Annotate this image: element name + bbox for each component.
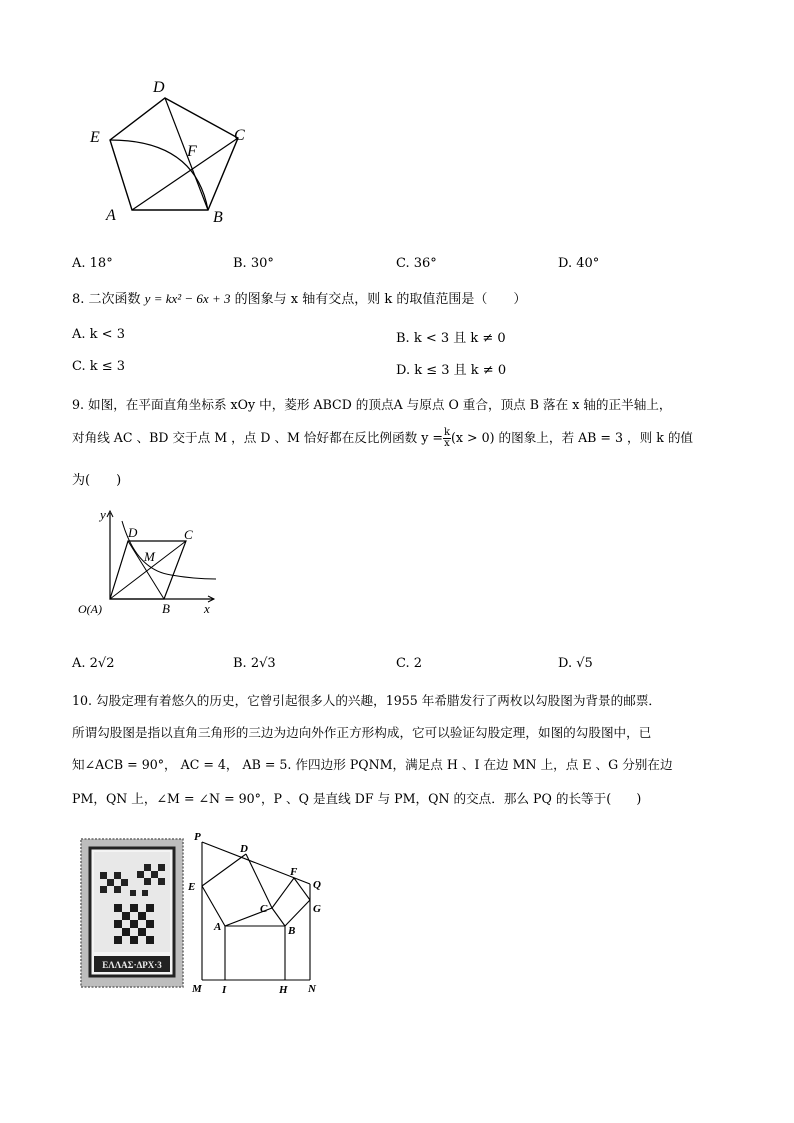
q10-line4: PM，QN 上，∠M = ∠N = 90°，P 、Q 是直线 DF 与 PM，QN 的交点．那么 PQ 的长等于( ) [72,791,642,806]
origin-label: O(A) [78,602,102,616]
q9-option-d[interactable]: D. √5 [558,656,593,671]
stamp-text: ΕΛΛΑΣ·ΔΡΧ·3 [102,960,162,970]
pythagorean-figure [188,828,338,998]
label-a: A [106,207,116,224]
q8-option-c[interactable]: C. k ≤ 3 [72,359,126,374]
q9-line2: 对角线 AC 、BD 交于点 M ，点 D 、M 恰好都在反比例函数 y = $\frac{k}{x}$ (x > 0) 的图象上，若 AB = 3 ，则 k 的值 [72,427,694,449]
fig-label-h: H [279,984,288,996]
label-e: E [90,129,100,146]
fig-label-c: C [260,903,268,915]
label-b: B [213,209,223,226]
greek-stamp-image [80,838,184,988]
q7-option-d[interactable]: D. 40° [558,256,600,271]
q8-formula: y = kx² − 6x + 3 [144,291,231,306]
pentagon-figure [80,70,260,230]
rhombus-coordinate-figure [76,505,226,617]
point-m-label: M [144,549,155,564]
q8-option-d[interactable]: D. k ≤ 3 且 k ≠ 0 [396,363,507,378]
axis-y-label: y [100,507,106,522]
fig-label-a: A [214,921,222,933]
point-d-label: D [128,525,138,540]
q9-option-a[interactable]: A. 2√2 [72,656,115,671]
q9-option-c[interactable]: C. 2 [396,656,423,671]
q8-option-a[interactable]: A. k < 3 [72,327,125,342]
label-f: F [187,143,197,160]
fig-label-n: N [308,983,316,995]
q9-line3: 为( ) [72,473,122,488]
label-d: D [153,79,165,96]
q8-option-b[interactable]: B. k < 3 且 k ≠ 0 [396,331,506,346]
q9-line1: 9. 如图，在平面直角坐标系 xOy 中，菱形 ABCD 的顶点A 与原点 O 重合，顶点 B 落在 x 轴的正半轴上， [72,397,672,412]
fig-label-f: F [290,866,298,878]
q8-stem: 8. 二次函数 y = kx² − 6x + 3 的图象与 x 轴有交点，则 k 的取值范围是（ ） [72,291,527,307]
q9-fraction: $\frac{k}{x}$ [443,427,451,449]
q10-line2: 所谓勾股图是指以直角三角形的三边为边向外作正方形构成，它可以验证勾股定理，如图的勾股图中，已 [72,725,652,740]
fig-label-m: M [192,983,202,995]
q7-option-a[interactable]: A. 18° [72,256,113,271]
axis-x-label: x [204,601,210,616]
q10-line1: 10. 勾股定理有着悠久的历史，它曾引起很多人的兴趣，1955 年希腊发行了两枚以勾股图为背景的邮票． [72,693,662,708]
fig-label-p: P [194,831,201,843]
q9-option-b[interactable]: B. 2√3 [233,656,276,671]
fig-label-q: Q [313,879,321,891]
fig-label-g: G [313,903,321,915]
label-c: C [234,127,245,144]
point-c-label: C [184,527,193,542]
fig-label-d: D [240,843,248,855]
fig-label-e: E [188,881,196,893]
q7-option-b[interactable]: B. 30° [233,256,274,271]
point-b-label: B [162,601,170,616]
q7-option-c[interactable]: C. 36° [396,256,437,271]
q10-line3: 知∠ACB = 90°， AC = 4， AB = 5. 作四边形 PQNM，满足点 H 、I 在边 MN 上，点 E 、G 分别在边 [72,757,673,772]
fig-label-b: B [288,925,296,937]
fig-label-i: I [222,984,227,996]
